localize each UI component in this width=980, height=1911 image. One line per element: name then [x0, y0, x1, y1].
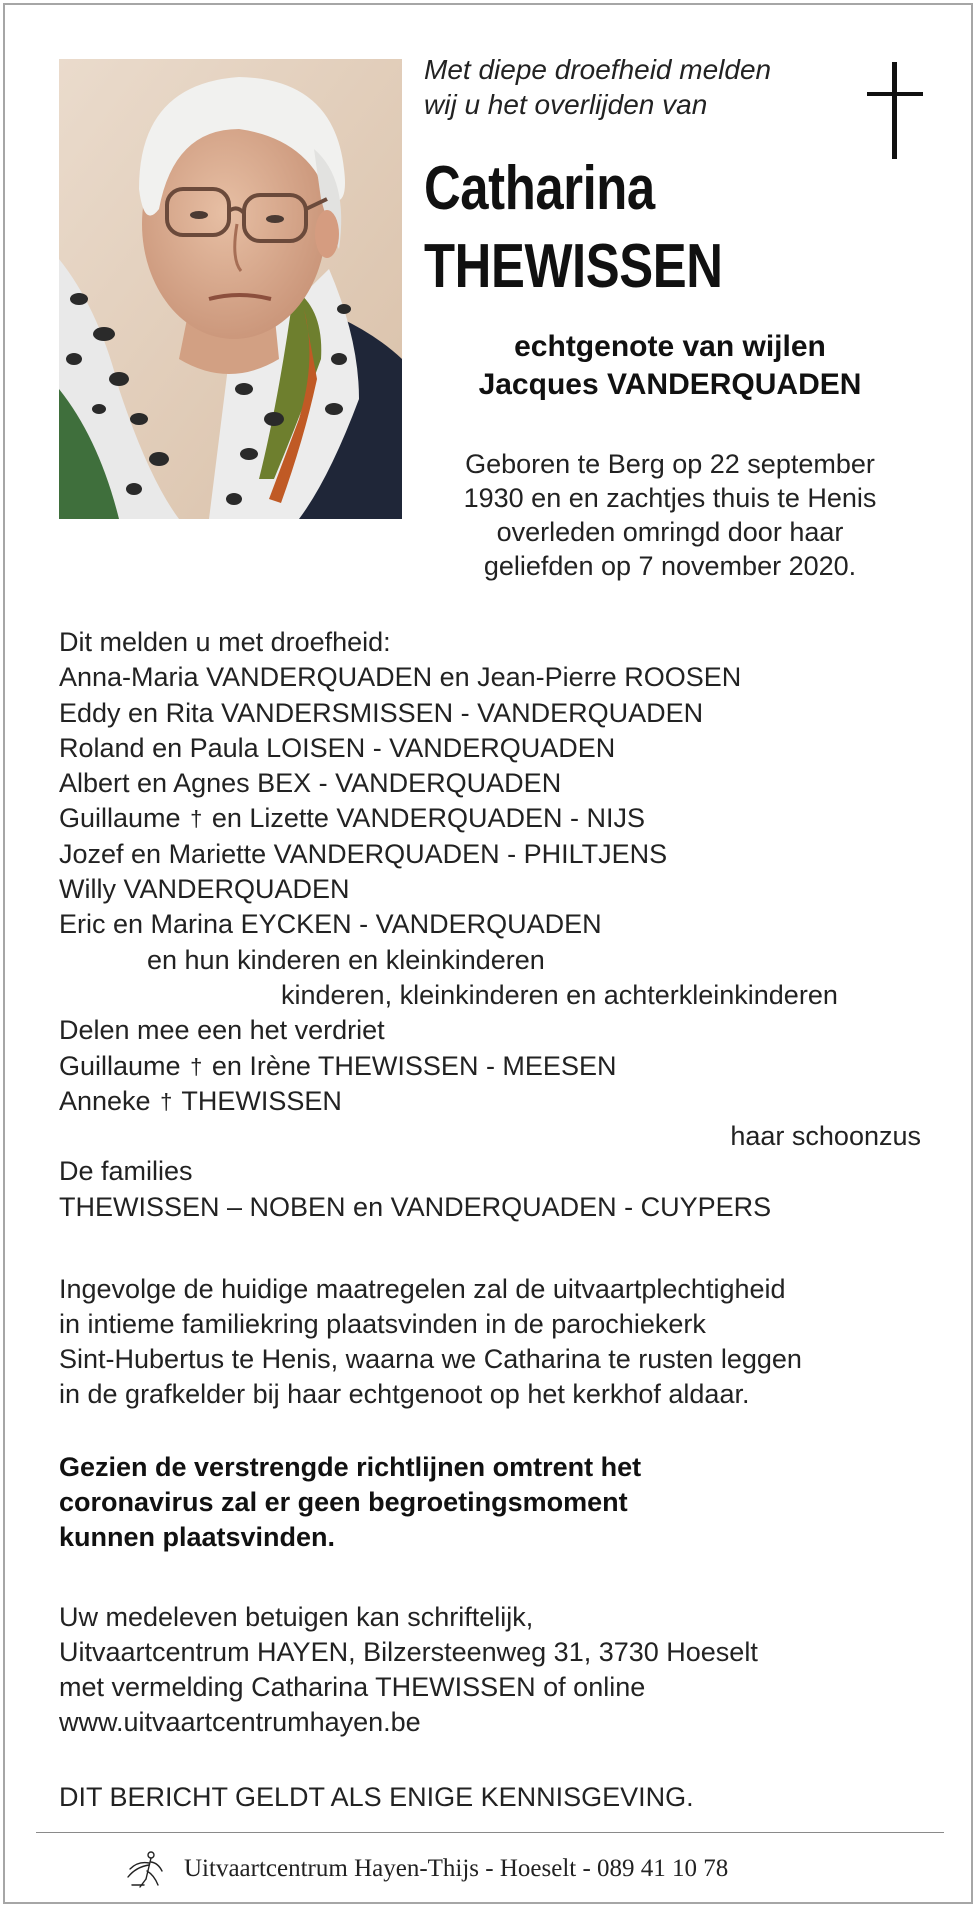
- cross-icon: [864, 62, 924, 162]
- portrait-photo: [59, 59, 402, 519]
- name-text: Guillaume: [59, 1050, 181, 1081]
- corona-line: coronavirus zal er geen begroetingsmoment: [59, 1487, 628, 1517]
- sister-in-law-line: haar schoonzus: [730, 1121, 921, 1152]
- spouse-line: Jacques VANDERQUADEN: [478, 368, 862, 401]
- footer-divider: [36, 1832, 944, 1833]
- intro-line: Met diepe droefheid melden: [424, 54, 772, 85]
- birth-death-info: [424, 447, 916, 583]
- condolences-info: [59, 1600, 939, 1740]
- notice-line: DIT BERICHT GELDT ALS ENIGE KENNISGEVING.: [59, 1782, 694, 1812]
- corona-line: Gezien de verstrengde richtlijnen omtrent het: [59, 1452, 642, 1482]
- name-text: en Irène THEWISSEN - MEESEN: [211, 1050, 617, 1081]
- birth-death-line: 1930 en en zachtjes thuis te Henis: [463, 483, 877, 513]
- birth-death-line: geliefden op 7 november 2020.: [483, 551, 857, 581]
- footer-text: Uitvaartcentrum Hayen-Thijs - Hoeselt - 089 41 10 78: [184, 1855, 729, 1882]
- dagger-icon: †: [190, 1053, 203, 1079]
- name-text: en Lizette VANDERQUADEN - NIJS: [211, 803, 645, 834]
- ceremony-line: in de grafkelder bij haar echtgenoot op het kerkhof aldaar.: [59, 1379, 750, 1409]
- deceased-last-name: THEWISSEN: [424, 232, 723, 301]
- mourners-list: [59, 625, 921, 1225]
- their-children-line: en hun kinderen en kleinkinderen: [147, 944, 545, 975]
- list-item: Roland en Paula LOISEN - VANDERQUADEN: [59, 732, 616, 763]
- name-text: THEWISSEN: [181, 1085, 342, 1116]
- condolences-website: www.uitvaartcentrumhayen.be: [59, 1707, 421, 1737]
- families-line: THEWISSEN – NOBEN en VANDERQUADEN - CUYPERS: [59, 1191, 772, 1222]
- ceremony-line: Ingevolge de huidige maatregelen zal de uitvaartplechtigheid: [59, 1274, 786, 1304]
- list-item: Albert en Agnes BEX - VANDERQUADEN: [59, 768, 562, 799]
- name-text: Anneke: [59, 1085, 151, 1116]
- spouse-info: [424, 328, 916, 404]
- birth-death-line: overleden omringd door haar: [496, 517, 844, 547]
- families-heading: De families: [59, 1156, 193, 1187]
- list-item: Eric en Marina EYCKEN - VANDERQUADEN: [59, 909, 602, 940]
- birth-death-line: Geboren te Berg op 22 september: [465, 449, 875, 479]
- intro-line: wij u het overlijden van: [424, 89, 708, 120]
- share-heading: Delen mee een het verdriet: [59, 1015, 385, 1046]
- condolences-line: met vermelding Catharina THEWISSEN of online: [59, 1672, 646, 1702]
- spouse-line: echtgenote van wijlen: [514, 330, 826, 363]
- footer: [124, 1849, 728, 1889]
- ceremony-line: Sint-Hubertus te Henis, waarna we Catharina te rusten leggen: [59, 1344, 802, 1374]
- dagger-icon: †: [160, 1088, 173, 1114]
- notice-text: [59, 1780, 939, 1815]
- deceased-name: [424, 150, 723, 306]
- grandchildren-line: kinderen, kleinkinderen en achterkleinkinderen: [281, 979, 838, 1010]
- list-item: [59, 801, 921, 836]
- list-item: Eddy en Rita VANDERSMISSEN - VANDERQUADEN: [59, 697, 704, 728]
- list-item: Jozef en Mariette VANDERQUADEN - PHILTJENS: [59, 838, 668, 869]
- dagger-icon: †: [190, 806, 203, 832]
- ceremony-line: in intieme familiekring plaatsvinden in de parochiekerk: [59, 1309, 706, 1339]
- deceased-first-name: Catharina: [424, 154, 655, 223]
- corona-notice: [59, 1450, 939, 1555]
- ceremony-info: [59, 1272, 939, 1412]
- angel-logo-icon: [124, 1849, 174, 1889]
- list-item: [59, 1084, 921, 1119]
- list-item: [59, 1049, 921, 1084]
- intro-text: [424, 52, 771, 122]
- list-item: Willy VANDERQUADEN: [59, 874, 350, 905]
- list-item: Anna-Maria VANDERQUADEN en Jean-Pierre ROOSEN: [59, 662, 742, 693]
- condolences-line: Uw medeleven betuigen kan schriftelijk,: [59, 1602, 534, 1632]
- name-text: Guillaume: [59, 803, 181, 834]
- mourners-heading: Dit melden u met droefheid:: [59, 627, 391, 657]
- corona-line: kunnen plaatsvinden.: [59, 1522, 336, 1552]
- condolences-line: Uitvaartcentrum HAYEN, Bilzersteenweg 31, 3730 Hoeselt: [59, 1637, 758, 1667]
